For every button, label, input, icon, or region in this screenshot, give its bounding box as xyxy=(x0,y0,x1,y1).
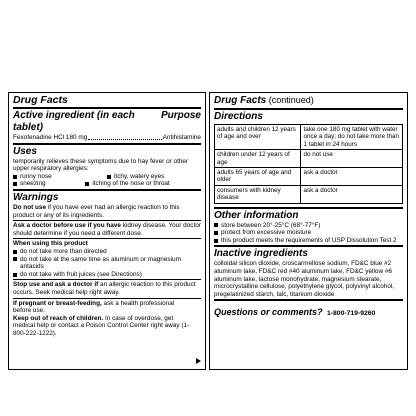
active-ingredient-header: Active ingredient (in each tablet) xyxy=(13,110,135,133)
purpose-header: Purpose xyxy=(160,110,201,121)
ingredient-row xyxy=(13,134,201,142)
uses-header: Uses xyxy=(13,145,37,157)
table-cell: take one 180 mg tablet with water once a day; do not take more than 1 tablet in 24 hours xyxy=(301,125,403,150)
pregnant-text: If pregnant or breast-feeding, ask a health professional before use. Keep out of reach of children. In case of overdose, get medical help or contact a Poison Control Center right away (1-800-222-1222). xyxy=(13,299,190,337)
uses-list-row-1 xyxy=(13,173,201,181)
bullet-icon xyxy=(13,182,17,186)
list-item: itchy, watery eyes xyxy=(114,172,165,180)
list-item: this product meets the requirements of USP Dissolution Test 2 xyxy=(221,236,397,244)
table-cell: adults 65 years of age and older xyxy=(215,168,301,186)
list-item: do not take at the same time as aluminum or magnesium antacids xyxy=(20,255,181,271)
do-not-use-text: Do not use if you have ever had an allergic reaction to this product or any of its ingredients. xyxy=(13,203,180,219)
table-row xyxy=(215,185,403,203)
inactive-ingredients-text: colloidal silicon dioxide, croscarmellose sodium, FD&C blue #2 aluminum lake, FD&C red #40 aluminum lake, FD&C yellow #6 aluminum lake, lactose monohydrate, magnesium stearate, microcrystalline cellulose, polyethylene glycol, polyvinyl alcohol, pregelatinized starch, talc, titanium dioxide xyxy=(214,260,395,298)
drug-facts-panel-right xyxy=(209,92,408,370)
ingredient-purpose: Antihistamine xyxy=(162,134,201,141)
questions-phone: 1-800-719-9260 xyxy=(326,310,376,318)
table-row xyxy=(215,125,403,150)
bullet-icon xyxy=(214,231,218,235)
other-info-header: Other information xyxy=(214,209,299,221)
drug-facts-continued-title: Drug Facts (continued) xyxy=(214,95,314,106)
ask-doctor-text: Ask a doctor before use if you have kidney disease. Your doctor should determine if you need a different dose. xyxy=(13,222,201,237)
bullet-icon xyxy=(13,257,17,261)
list-item: sneezing xyxy=(20,180,46,188)
warnings-header: Warnings xyxy=(13,191,59,203)
ingredient-name: Fexofenadine HCl 180 mg xyxy=(13,134,88,141)
table-row xyxy=(215,168,403,186)
list-item: runny nose xyxy=(20,172,52,180)
bullet-icon xyxy=(13,250,17,254)
list-item: protect from excessive moisture xyxy=(221,229,312,237)
table-cell: ask a doctor xyxy=(301,168,403,186)
drug-facts-title: Drug Facts xyxy=(13,94,68,106)
bullet-icon xyxy=(85,182,89,186)
list-item: do not take with fruit juices (see Directions) xyxy=(20,270,142,278)
continue-arrow-icon xyxy=(196,358,201,364)
table-row xyxy=(215,150,403,168)
list-item: store between 20°-25°C (68°-77°F) xyxy=(221,221,321,229)
table-cell: do not use xyxy=(301,150,403,168)
inactive-ingredients-header: Inactive ingredients xyxy=(214,248,308,260)
bullet-icon xyxy=(214,223,218,227)
table-cell: ask a doctor xyxy=(301,185,403,203)
table-cell: children under 12 years of age xyxy=(215,150,301,168)
directions-table xyxy=(214,124,403,204)
bullet-icon xyxy=(107,175,111,179)
drug-facts-panel-left xyxy=(8,92,206,370)
uses-intro: temporarily relieves these symptoms due to hay fever or other upper respiratory allergies: xyxy=(13,157,189,173)
table-cell: consumers with kidney disease xyxy=(215,185,301,203)
list-item: do not take more than directed xyxy=(20,247,107,255)
active-ingredient-header-row xyxy=(13,110,201,134)
list-item: itching of the nose or throat xyxy=(92,180,170,188)
uses-list-row-2 xyxy=(13,180,201,188)
directions-header: Directions xyxy=(214,111,263,122)
bullet-icon xyxy=(13,175,17,179)
questions-row xyxy=(214,302,403,320)
bullet-icon xyxy=(13,273,17,277)
when-using-header: When using this product xyxy=(13,240,88,248)
bullet-icon xyxy=(214,239,218,243)
stop-use-text: Stop use and ask a doctor if an allergic reaction to this product occurs. Seek medical help right away. xyxy=(13,281,196,296)
table-cell: adults and children 12 years of age and over xyxy=(215,125,301,150)
questions-label: Questions or comments? xyxy=(214,307,323,318)
